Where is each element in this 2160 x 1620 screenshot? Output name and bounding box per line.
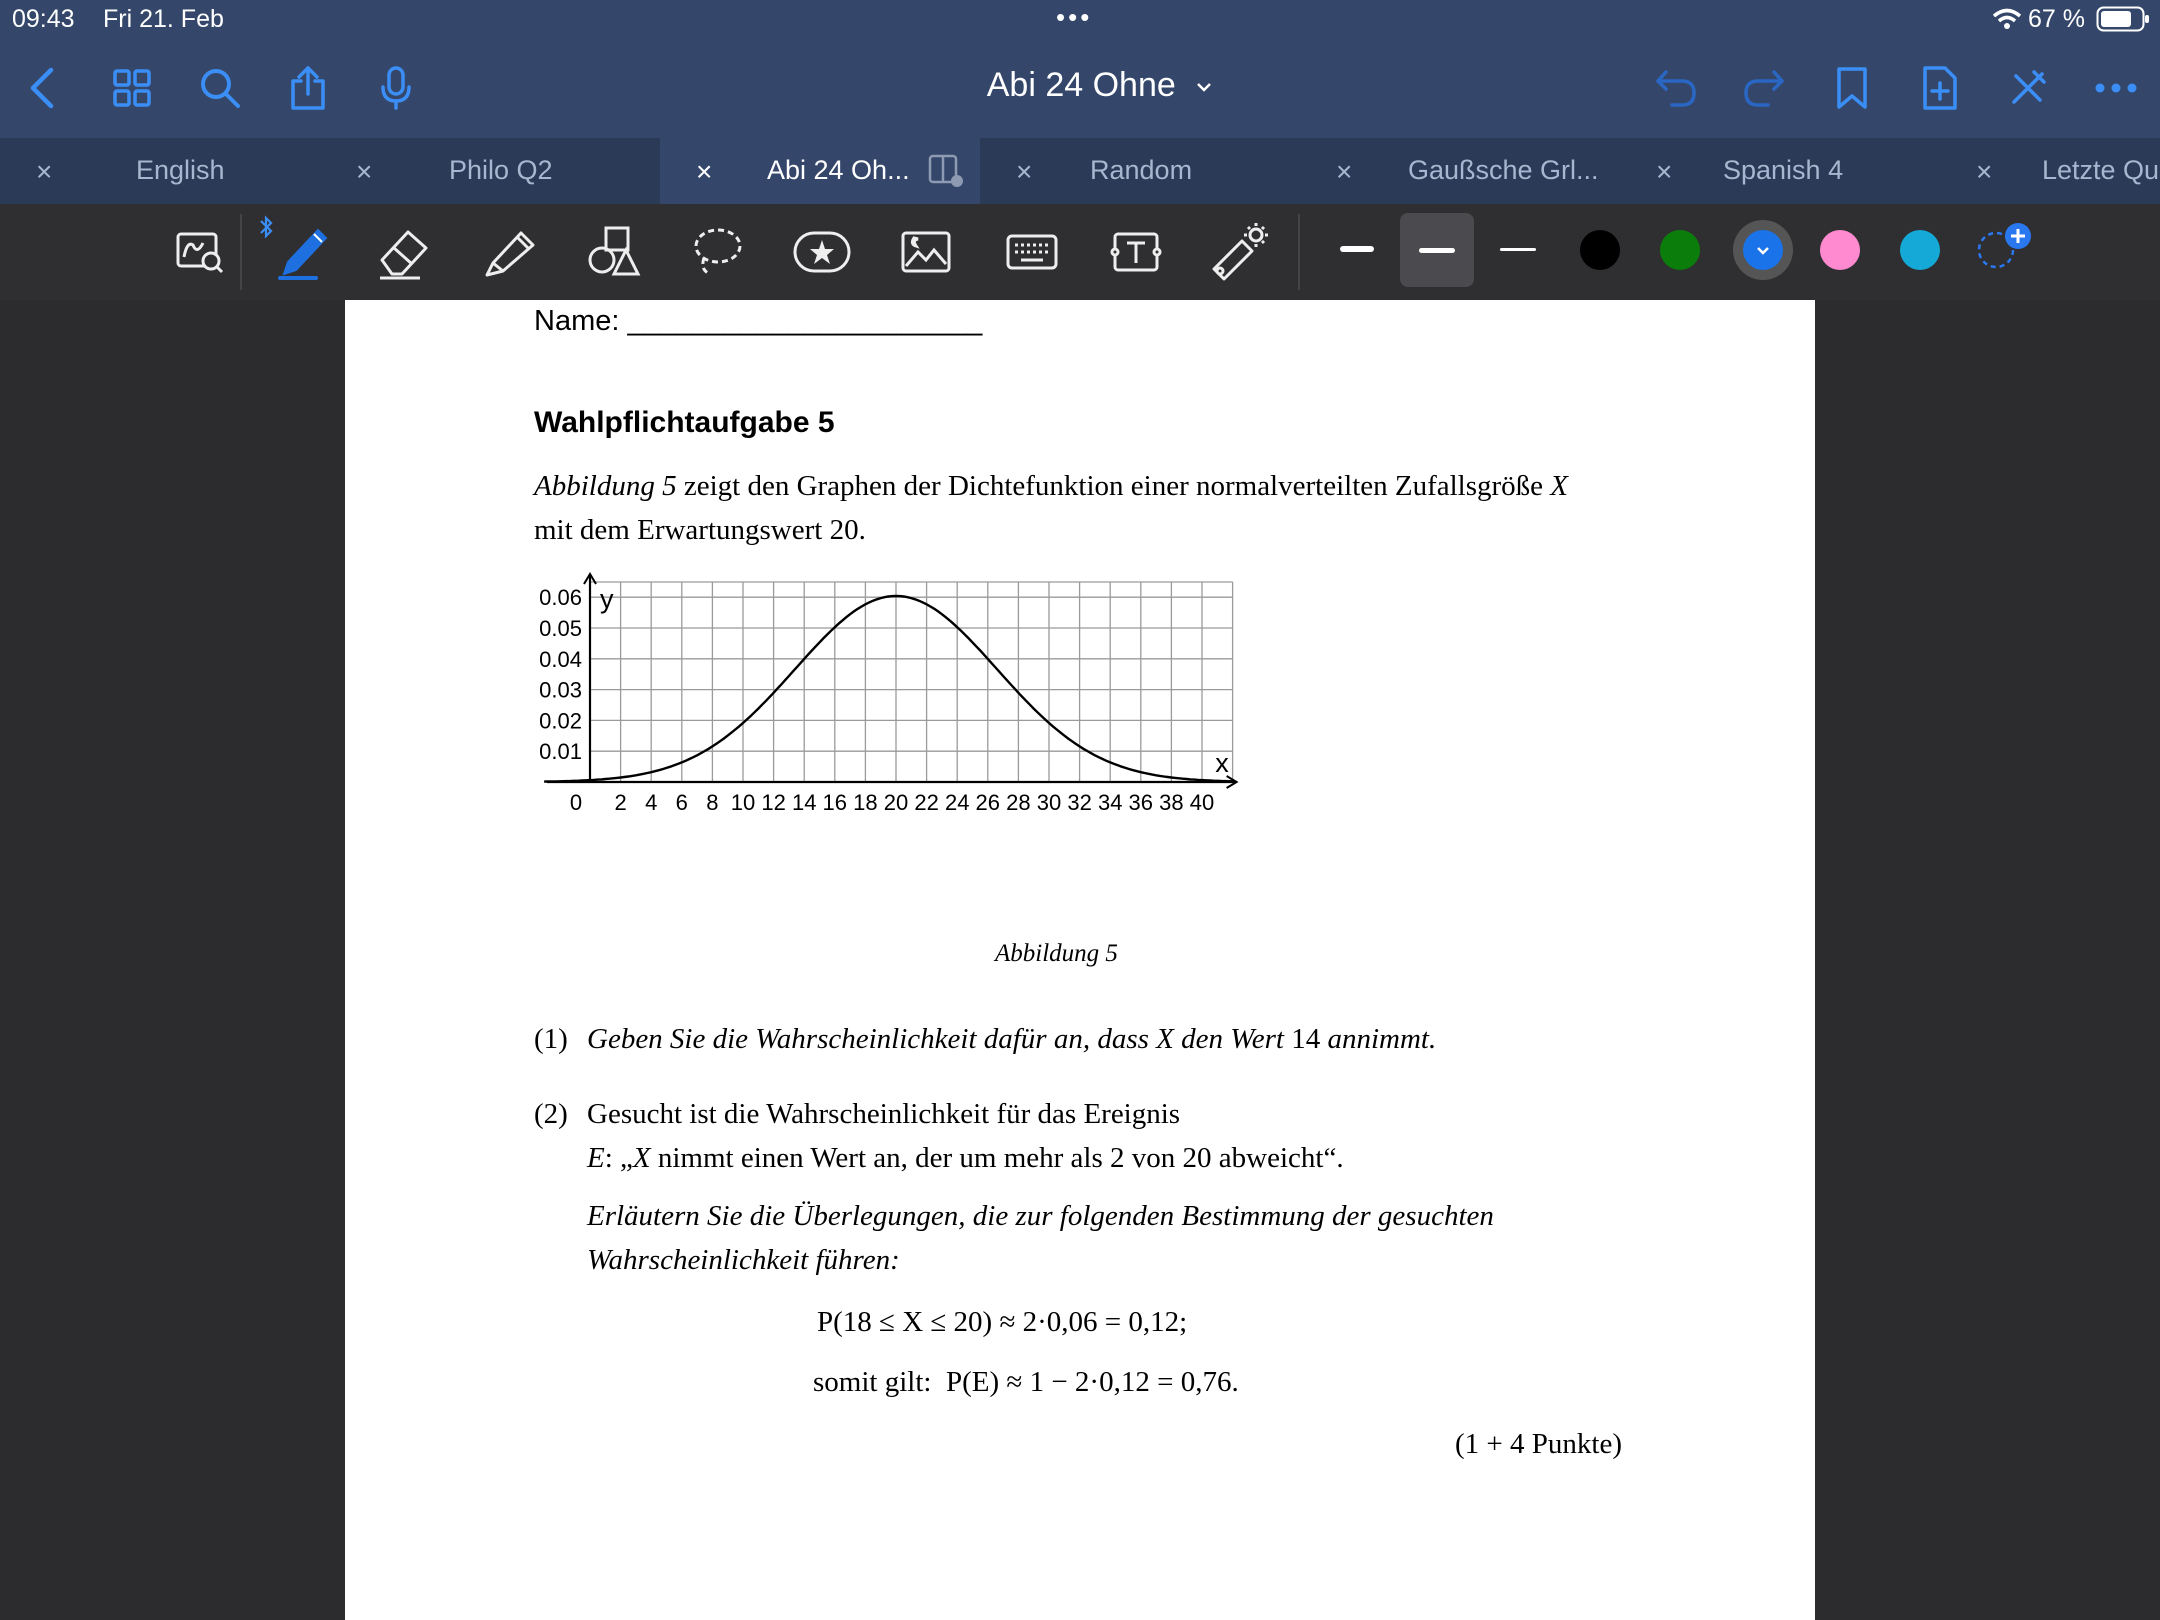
search-icon[interactable] [192, 58, 248, 118]
y-tick-label: 0.03 [539, 677, 582, 703]
intro-line-1 [534, 470, 1568, 503]
name-line: Name: ______________________ [534, 305, 983, 337]
y-tick-label: 0.05 [539, 616, 582, 641]
more-options-icon[interactable] [2088, 58, 2144, 118]
x-tick-label: 0 [569, 790, 583, 815]
x-tick-label: 8 [706, 790, 719, 815]
multitasking-dots-icon[interactable]: ••• [1056, 2, 1093, 32]
status-bar [0, 0, 2160, 38]
tab-label: Abi 24 Oh... [767, 155, 910, 185]
battery-icon [2096, 6, 2150, 32]
y-tick-label: 0.04 [539, 646, 582, 672]
tab-label: Philo Q2 [449, 155, 553, 185]
text-box-icon[interactable] [1104, 220, 1168, 284]
x-tick-label: 18 [853, 790, 878, 815]
sticker-icon[interactable] [790, 220, 854, 284]
grid-view-icon[interactable] [104, 58, 160, 118]
intro-text: zeigt den Graphen der Dichtefunktion einer normalverteilten Zufallsgröße [676, 470, 1551, 502]
battery-percent: 67 % [2028, 5, 2085, 33]
x-tick-label: 14 [791, 790, 817, 815]
tab-gausssche-grl[interactable] [1300, 138, 1620, 204]
intro-line-2: mit dem Erwartungswert 20. [534, 514, 866, 546]
pen-icon[interactable] [272, 220, 336, 284]
x-tick-label: 40 [1189, 790, 1215, 815]
image-icon[interactable] [894, 220, 958, 284]
tab-label: Letzte Qu [2042, 155, 2160, 185]
tab-philo-q2[interactable] [320, 138, 660, 204]
thickness-medium-selected[interactable] [1400, 213, 1474, 287]
color-swatch-pink[interactable] [1820, 230, 1860, 270]
status-time: 09:43 [12, 5, 75, 33]
points-label: (1 + 4 Punkte) [1455, 1428, 1622, 1460]
tab-abi-24-ohne[interactable] [660, 138, 980, 204]
redo-icon[interactable] [1736, 58, 1792, 118]
document-title: Abi 24 Ohne [986, 66, 1176, 104]
document-title-button[interactable] [900, 66, 1300, 105]
tab-bar [0, 138, 2160, 204]
tab-spanish-4[interactable] [1620, 138, 1940, 204]
microphone-icon[interactable] [368, 58, 424, 118]
shapes-icon[interactable] [582, 220, 646, 284]
density-chart [539, 570, 1325, 970]
close-toolbar-icon[interactable] [2000, 58, 2056, 118]
tab-label: Spanish 4 [1723, 155, 1844, 185]
x-tick-label: 34 [1097, 790, 1123, 815]
formula-2: P(E) ≈ 1 − 2·0,12 = 0,76. [946, 1366, 1239, 1398]
highlighter-icon[interactable] [478, 220, 542, 284]
color-swatch-black[interactable] [1580, 230, 1620, 270]
x-tick-label: 22 [914, 790, 939, 815]
close-icon[interactable]: × [36, 156, 53, 187]
x-axis-label: x [1215, 748, 1229, 778]
formula-1: P(18 ≤ X ≤ 20) ≈ 2·0,06 = 0,12; [817, 1306, 1188, 1338]
wifi-icon [1992, 8, 2022, 30]
undo-icon[interactable] [1648, 58, 1704, 118]
x-tick-label: 10 [730, 790, 756, 815]
add-color-icon[interactable] [1974, 220, 2034, 272]
x-tick-label: 12 [761, 790, 786, 815]
tab-english[interactable] [0, 138, 320, 204]
laser-pointer-icon[interactable] [1206, 220, 1270, 284]
task-2-line-1: Gesucht ist die Wahrscheinlichkeit für das Ereignis [587, 1098, 1181, 1130]
tab-label: Gaußsche Grl... [1408, 155, 1599, 185]
x-tick-label: 30 [1036, 790, 1062, 815]
keyboard-icon[interactable] [1000, 220, 1064, 284]
color-swatch-blue[interactable] [1743, 230, 1783, 270]
color-swatch-green[interactable] [1660, 230, 1700, 270]
variable-x: X [1550, 470, 1569, 502]
x-tick-label: 2 [614, 790, 627, 815]
lasso-zoom-icon[interactable] [168, 220, 232, 284]
task-2-instruction-1: Erläutern Sie die Überlegungen, die zur folgenden Bestimmung der gesuchten [587, 1200, 1494, 1232]
back-icon[interactable] [14, 58, 70, 118]
tab-letzte[interactable] [1940, 138, 2160, 204]
task-1-number: (1) [534, 1023, 568, 1055]
bookmark-icon[interactable] [1824, 58, 1880, 118]
x-tick-label: 16 [822, 790, 848, 815]
close-icon[interactable]: × [1336, 156, 1353, 187]
lasso-icon[interactable] [686, 220, 750, 284]
color-swatch-selected-ring[interactable] [1733, 220, 1793, 280]
split-view-icon[interactable] [928, 154, 964, 188]
y-tick-label: 0.06 [539, 585, 582, 611]
x-tick-label: 24 [944, 790, 970, 815]
task-1-text: Geben Sie die Wahrscheinlichkeit dafür an, dass X den Wert 14 annimmt. [587, 1023, 1437, 1055]
figure-caption: Abbildung 5 [995, 940, 1118, 967]
color-swatch-cyan[interactable] [1900, 230, 1940, 270]
density-curve [544, 596, 1233, 782]
close-icon[interactable]: × [1016, 156, 1033, 187]
figure-reference: Abbildung 5 [534, 470, 677, 502]
y-axis-label: y [600, 584, 614, 614]
x-tick-label: 4 [645, 790, 658, 815]
status-date: Fri 21. Feb [103, 5, 224, 33]
document-page[interactable] [345, 300, 1815, 1620]
tab-random[interactable] [980, 138, 1300, 204]
task-2-event: E: „X nimmt einen Wert an, der um mehr als 2 von 20 abweicht“. [587, 1142, 1344, 1174]
close-icon[interactable]: × [1976, 156, 1993, 187]
tab-label: English [136, 155, 225, 185]
task-2-instruction-2: Wahrscheinlichkeit führen: [587, 1244, 900, 1276]
task-2-number: (2) [534, 1098, 568, 1130]
formula-2-prefix: somit gilt: [813, 1366, 932, 1398]
y-tick-label: 0.02 [539, 708, 582, 734]
x-tick-label: 26 [975, 790, 1001, 815]
share-icon[interactable] [280, 58, 336, 118]
thickness-thin[interactable] [1500, 248, 1536, 251]
tab-label: Random [1090, 155, 1193, 185]
thickness-thick[interactable] [1340, 246, 1374, 252]
x-tick-label: 6 [675, 790, 688, 815]
chevron-down-icon [1743, 230, 1783, 270]
task-heading: Wahlpflichtaufgabe 5 [534, 406, 835, 439]
close-icon[interactable]: × [356, 156, 373, 187]
x-tick-label: 36 [1128, 790, 1154, 815]
x-tick-label: 28 [1006, 790, 1031, 815]
x-tick-label: 20 [883, 790, 909, 815]
eraser-icon[interactable] [372, 220, 436, 284]
add-page-icon[interactable] [1912, 58, 1968, 118]
x-tick-label: 38 [1159, 790, 1184, 815]
y-tick-label: 0.01 [539, 739, 582, 765]
x-tick-label: 32 [1067, 790, 1092, 815]
close-icon[interactable]: × [1656, 156, 1673, 187]
chevron-down-icon [1195, 81, 1213, 93]
close-icon[interactable]: × [696, 156, 713, 187]
